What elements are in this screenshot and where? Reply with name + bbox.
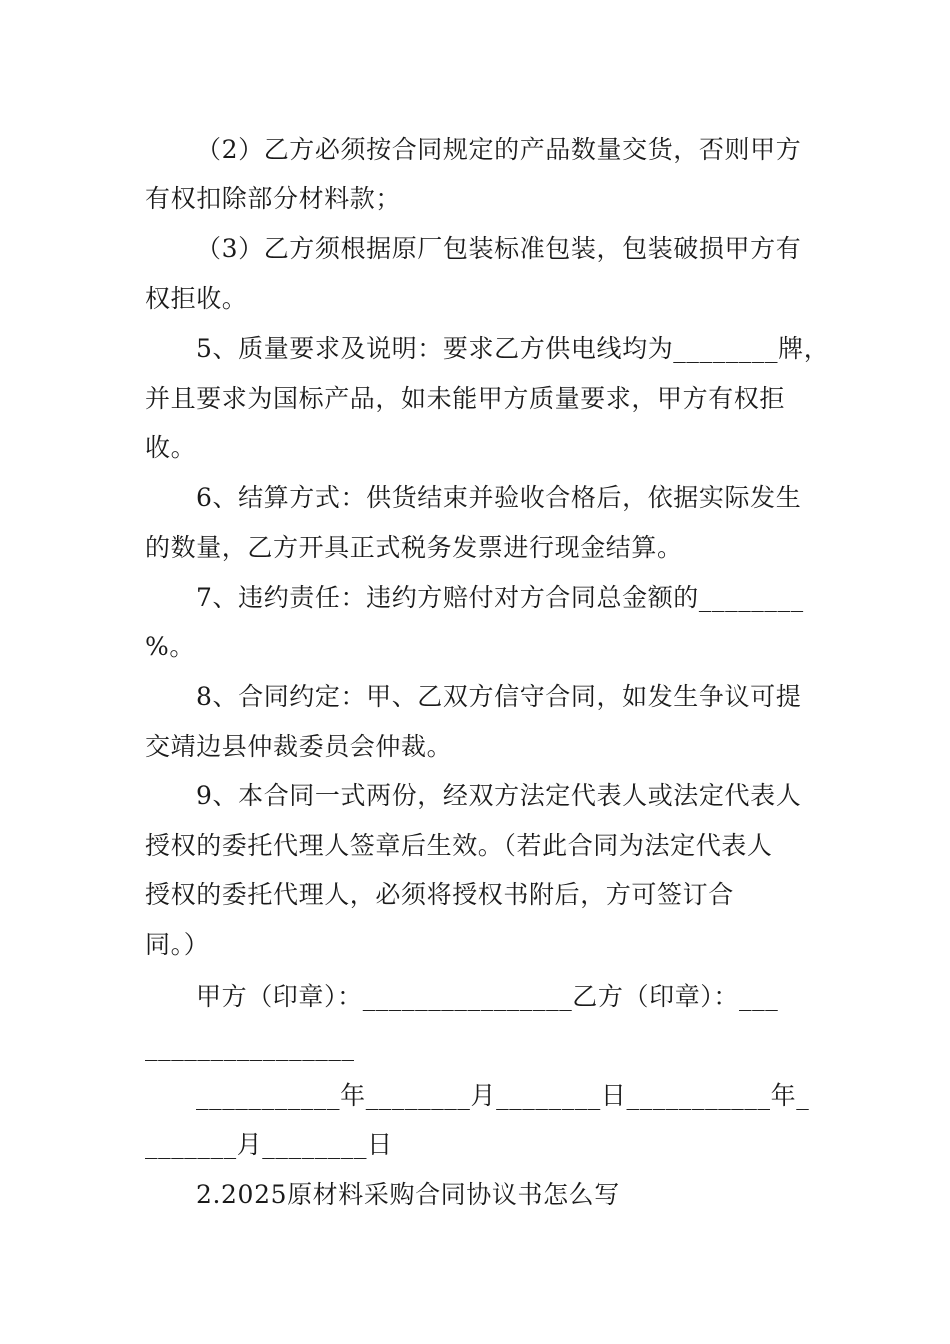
clause-9-line-3: 授权的委托代理人，必须将授权书附后，方可签订合 — [145, 880, 734, 909]
clause-7-line-1: 7、违约责任：违约方赔付对方合同总金额的________ — [196, 583, 804, 612]
section-heading: 2.2025原材料采购合同协议书怎么写 — [196, 1180, 620, 1209]
date-line-1: ___________年________月________日___________年_ — [196, 1081, 810, 1110]
clause-6-line-1: 6、结算方式：供货结束并验收合格后，依据实际发生 — [196, 483, 802, 512]
clause-4-2-line-2: 有权扣除部分材料款； — [145, 184, 402, 213]
clause-5-line-1: 5、质量要求及说明：要求乙方供电线均为________牌， — [196, 334, 830, 363]
date-line-2: _______月________日 — [145, 1130, 393, 1159]
clause-5-line-3: 收。 — [145, 433, 197, 462]
clause-5-line-2: 并且要求为国标产品，如未能甲方质量要求，甲方有权拒 — [145, 384, 786, 413]
clause-4-3-line-1: （3）乙方须根据原厂包装标准包装，包装破损甲方有 — [196, 234, 802, 263]
signature-line-2: ________________ — [145, 1032, 355, 1061]
clause-4-3-line-2: 权拒收。 — [145, 284, 248, 313]
clause-8-line-1: 8、合同约定：甲、乙双方信守合同，如发生争议可提 — [196, 682, 802, 711]
clause-4-2-line-1: （2）乙方必须按合同规定的产品数量交货，否则甲方 — [196, 135, 802, 164]
clause-9-line-2: 授权的委托代理人签章后生效。（若此合同为法定代表人 — [145, 831, 773, 860]
clause-9-line-4: 同。） — [145, 930, 210, 959]
clause-6-line-2: 的数量，乙方开具正式税务发票进行现金结算。 — [145, 533, 683, 562]
clause-8-line-2: 交靖边县仲裁委员会仲裁。 — [145, 732, 453, 761]
signature-line-1: 甲方（印章）：________________乙方（印章）：___ — [196, 982, 779, 1011]
clause-7-line-2: %。 — [145, 632, 195, 661]
clause-9-line-1: 9、本合同一式两份，经双方法定代表人或法定代表人 — [196, 781, 802, 810]
